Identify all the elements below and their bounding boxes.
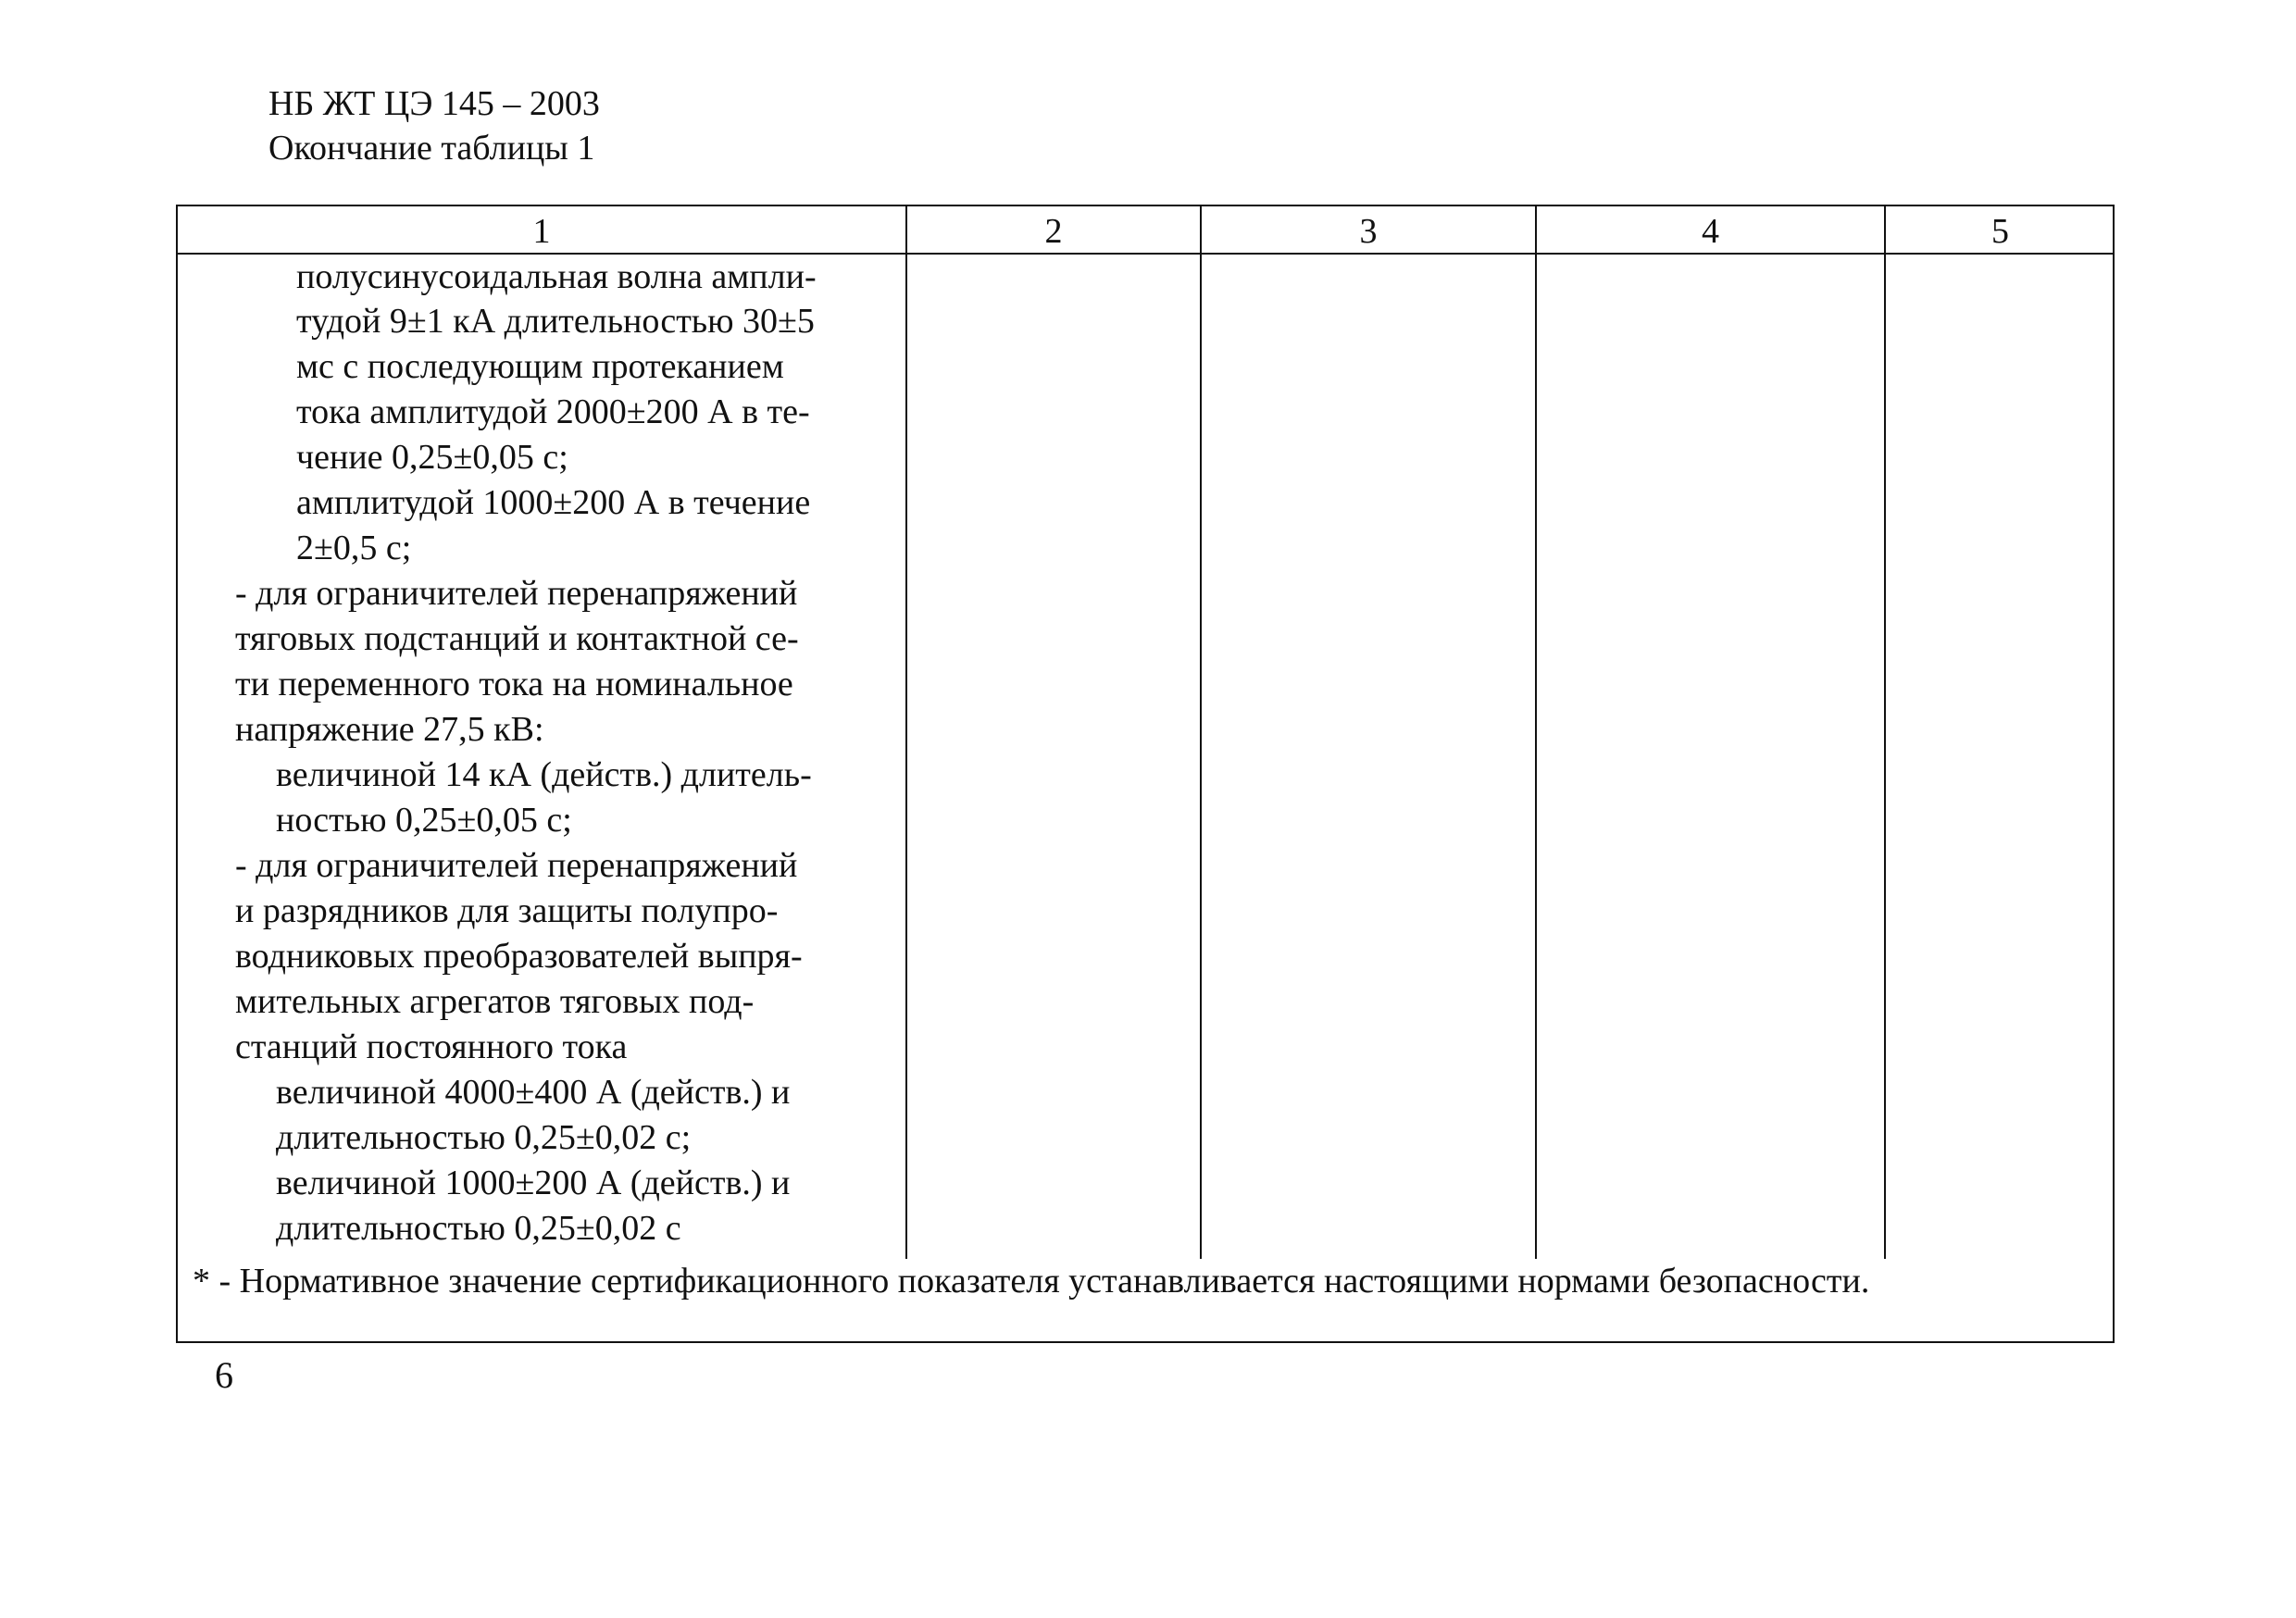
table-footnote: * - Нормативное значение сертификационного показателя устанавливается настоящими нормами безопасности.: [193, 1262, 1870, 1301]
column-1-line: тока амплитудой 2000±200 А в те-: [296, 392, 810, 431]
column-1-line: величиной 4000±400 А (действ.) и: [276, 1073, 791, 1112]
column-divider-2-3: [1200, 206, 1202, 1259]
document-code: НБ ЖТ ЦЭ 145 – 2003: [268, 84, 600, 123]
column-number-3: 3: [1359, 212, 1378, 251]
column-1-line: - для ограничителей перенапряжений: [235, 574, 798, 613]
column-1-line: 2±0,5 с;: [296, 529, 412, 567]
column-1-line: ностью 0,25±0,05 с;: [276, 801, 572, 840]
column-1-line: величиной 14 кА (действ.) длитель-: [276, 755, 812, 794]
column-1-line: чение 0,25±0,05 с;: [296, 438, 568, 477]
column-number-4: 4: [1702, 212, 1719, 251]
column-number-1: 1: [532, 212, 551, 251]
page-number: 6: [215, 1354, 233, 1396]
column-1-line: ти переменного тока на номинальное: [235, 665, 793, 703]
column-divider-1-2: [905, 206, 907, 1259]
table-caption: Окончание таблицы 1: [268, 129, 595, 168]
column-1-line: напряжение 27,5 кВ:: [235, 710, 544, 749]
column-1-line: длительностью 0,25±0,02 с: [276, 1209, 681, 1248]
table-1-continuation: [176, 205, 2115, 1343]
column-1-line: мс с последующим протеканием: [296, 347, 784, 386]
column-divider-4-5: [1884, 206, 1886, 1259]
column-1-line: тяговых подстанций и контактной се-: [235, 619, 799, 658]
column-1-line: величиной 1000±200 А (действ.) и: [276, 1164, 791, 1202]
column-1-line: полусинусоидальная волна ампли-: [296, 257, 817, 296]
column-1-line: водниковых преобразователей выпря-: [235, 937, 803, 976]
column-1-line: тудой 9±1 кА длительностью 30±5: [296, 302, 815, 341]
column-1-line: станций постоянного тока: [235, 1027, 628, 1066]
column-1-line: - для ограничителей перенапряжений: [235, 846, 798, 885]
column-1-line: амплитудой 1000±200 А в течение: [296, 483, 811, 522]
column-number-2: 2: [1044, 212, 1063, 251]
column-1-line: длительностью 0,25±0,02 с;: [276, 1118, 692, 1157]
column-divider-3-4: [1535, 206, 1537, 1259]
column-1-line: мительных агрегатов тяговых под-: [235, 982, 755, 1021]
column-1-line: и разрядников для защиты полупро-: [235, 891, 779, 930]
column-number-5: 5: [1991, 212, 2009, 251]
